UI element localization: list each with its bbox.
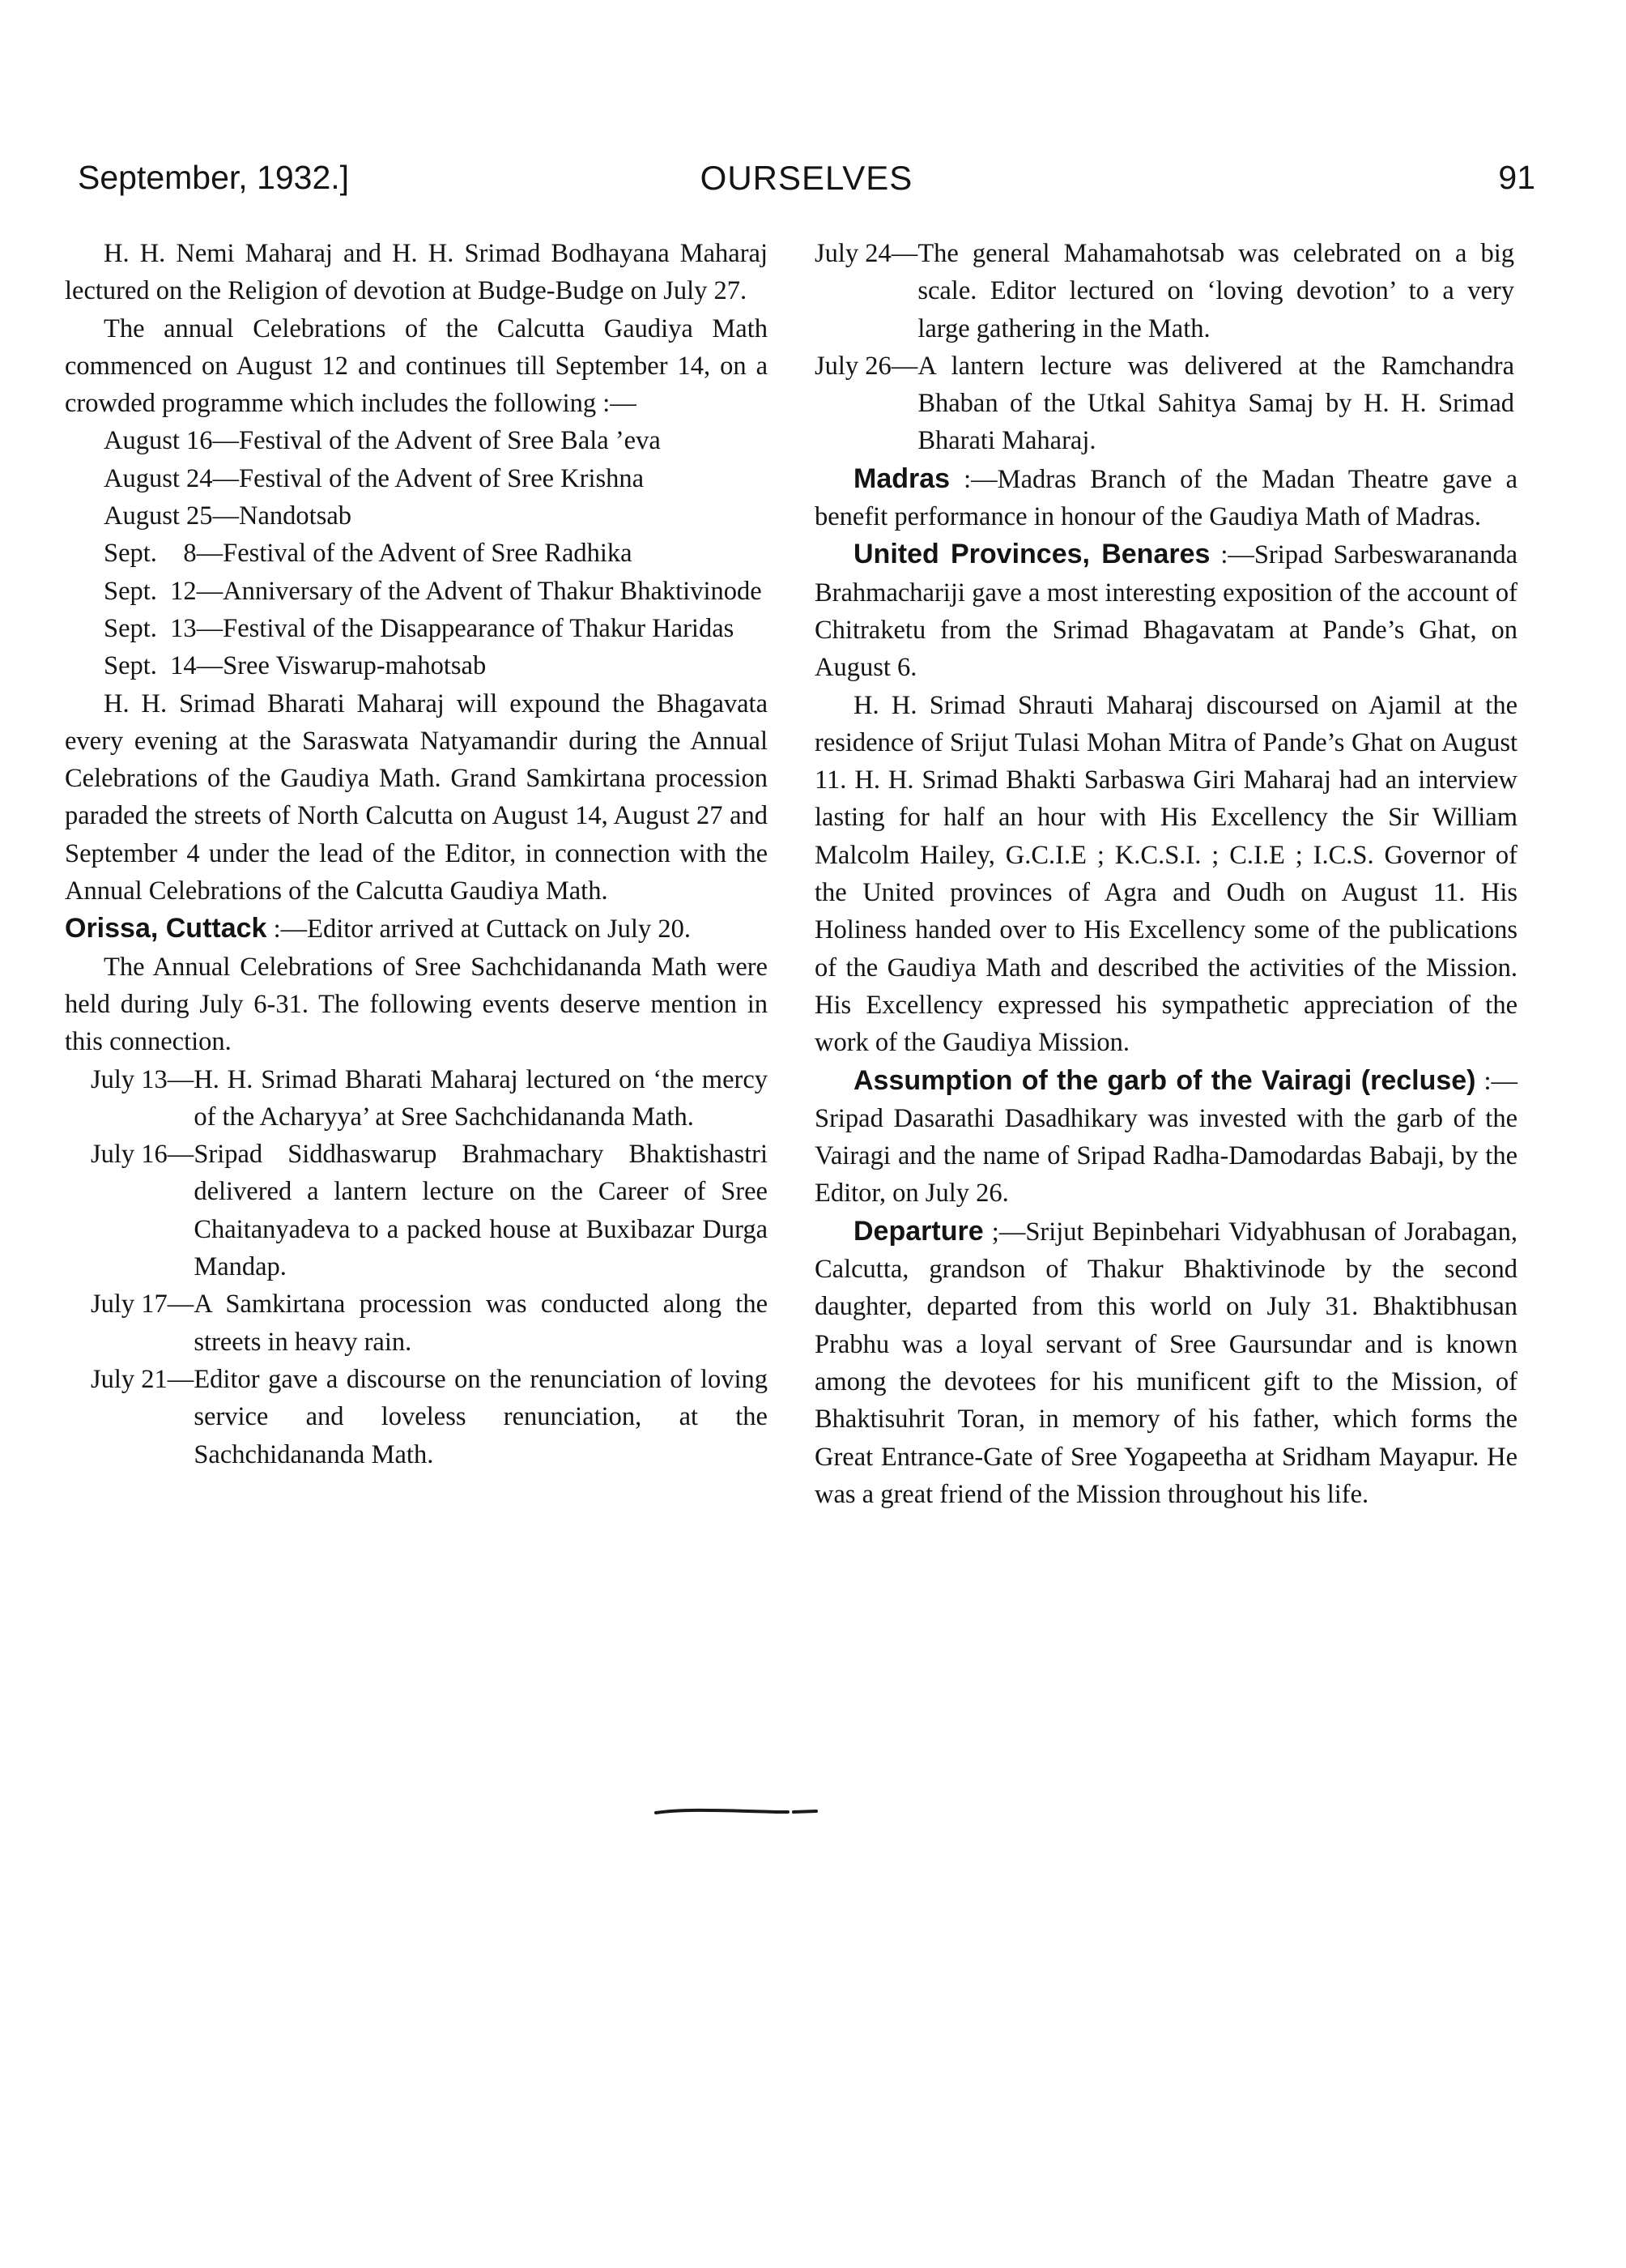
event-text: The general Mahamahotsab was celebrated on a big scale. Editor lectured on ‘loving devotion’ to a very large gathering in the Math.: [917, 239, 1514, 343]
event-date: July 16—: [91, 1140, 194, 1170]
event-date: July 17—: [91, 1290, 194, 1319]
event-text: Sripad Siddhaswarup Brahmachary Bhaktishastri delivered a lantern lecture on the Career of Sree Chaitanyadeva to a packed house at Buxibazar Durga Mandap.: [194, 1140, 768, 1282]
programme-text: Sree Viswarup-mahotsab: [223, 651, 487, 681]
programme-item: [104, 422, 768, 459]
bharati-paragraph: H. H. Srimad Bharati Maharaj will expound the Bhagavata every evening at the Saraswata Natyamandir during the Annual Celebrations of the Gaudiya Math. Grand Samkirtana procession paraded the streets of North Calcutta on August 14, August 27 and September 4 under the lead of the Editor, in connection with the Annual Celebrations of the Calcutta Gaudiya Math.: [65, 688, 768, 906]
right-column: [815, 235, 1517, 1513]
orissa-heading: Orissa, Cuttack: [65, 913, 267, 944]
event-text: A Samkirtana procession was conducted along the streets in heavy rain.: [194, 1290, 768, 1357]
event-date: July 21—: [91, 1364, 194, 1394]
left-column: [65, 235, 768, 1473]
programme-text: Festival of the Advent of Sree Radhika: [223, 539, 632, 569]
programme-date: Sept. 12—: [104, 576, 223, 606]
programme-item: [104, 610, 768, 647]
programme-date: August 25—: [104, 501, 240, 531]
madras-heading: Madras: [853, 463, 951, 494]
madras-text: :—Madras Branch of the Madan Theatre gave a benefit performance in honour of the Gaudiya Math of Madras.: [815, 464, 1517, 532]
section-title: OURSELVES: [700, 159, 913, 197]
programme-item: [104, 460, 768, 497]
end-rule-ornament: [654, 1808, 818, 1816]
madras-paragraph: [815, 460, 1517, 536]
event-date: July 26—: [815, 351, 918, 381]
programme-item: [104, 497, 768, 535]
departure-text: ;—Srijut Bepinbehari Vidyabhusan of Jorabagan, Calcutta, grandson of Thakur Bhaktivinode by the second daughter, departed from this world on July 31. Bhaktibhusan Prabhu was a loyal servant of Sree Gaursundar and is known among the devotees for his munificent gift to the Mission, of Bhaktisuhrit Toran, in memory of his father, which forms the Great Entrance-Gate of Sree Yogapeetha at Sridham Mayapur. He was a great friend of the Mission throughout his life.: [815, 1217, 1517, 1509]
event-text: H. H. Srimad Bharati Maharaj lectured on ‘the mercy of the Acharyya’ at Sree Sachchidananda Math.: [194, 1064, 768, 1132]
programme-date: Sept. 14—: [104, 651, 223, 681]
programme-date: Sept. 13—: [104, 613, 223, 643]
cuttack-event: [815, 235, 1517, 347]
programme-item: [104, 647, 768, 684]
cuttack-paragraph: The Annual Celebrations of Sree Sachchidananda Math were held during July 6-31. The following events deserve mention in this connection.: [65, 952, 768, 1057]
united-provinces-heading: United Provinces, Benares: [853, 539, 1211, 570]
cuttack-event: [91, 1061, 768, 1136]
programme-date: August 16—: [104, 426, 240, 456]
united-provinces-text: :—Sripad Sarbeswarananda Brahmachariji gave a most interesting exposition of the account of Chitraketu from the Srimad Bhagavatam at Pande’s Ghat, on August 6.: [815, 540, 1517, 683]
event-date: July 24—: [815, 239, 918, 268]
united-provinces-paragraph: [815, 535, 1517, 686]
programme-date: August 24—: [104, 463, 240, 493]
page-header: [78, 159, 1535, 207]
event-date: July 13—: [91, 1064, 194, 1094]
orissa-text: :—Editor arrived at Cuttack on July 20.: [266, 914, 691, 944]
cuttack-event: [91, 1285, 768, 1361]
event-text: Editor gave a discourse on the renunciation of loving service and loveless renunciation, at the Sachchidananda Math.: [194, 1364, 768, 1469]
programme-date: Sept. 8—: [104, 539, 223, 569]
orissa-paragraph: [65, 910, 768, 948]
departure-paragraph: [815, 1213, 1517, 1513]
issue-date: September, 1932.]: [78, 159, 350, 196]
cuttack-event: [91, 1136, 768, 1285]
vairagi-paragraph: [815, 1062, 1517, 1213]
vairagi-text: :—Sripad Dasarathi Dasadhikary was invested with the garb of the Vairagi and the name of Sripad Radha-Damodardas Babaji, by the Editor, on July 26.: [815, 1066, 1518, 1209]
cuttack-event: [91, 1361, 768, 1473]
departure-heading: Departure: [853, 1215, 984, 1247]
page-number: 91: [1498, 159, 1535, 196]
programme-text: Festival of the Advent of Sree Krishna: [239, 463, 645, 493]
cuttack-event: [815, 347, 1517, 460]
programme-item: [104, 573, 768, 610]
programme-item: [104, 535, 768, 572]
calcutta-celebrations-paragraph: The annual Celebrations of the Calcutta Gaudiya Math commenced on August 12 and continues till September 14, on a crowded programme which includes the following :—: [65, 313, 768, 419]
programme-text: Festival of the Disappearance of Thakur Haridas: [223, 613, 734, 643]
shrauti-paragraph: H. H. Srimad Shrauti Maharaj discoursed on Ajamil at the residence of Srijut Tulasi Mohan Mitra of Pande’s Ghat on August 11. H. H. Srimad Bhakti Sarbaswa Giri Maharaj had an interview lasting for half an hour with His Excellency the Sir William Malcolm Hailey, G.C.I.E ; K.C.S.I. ; C.I.E ; I.C.S. Governor of the United provinces of Agra and Oudh on August 11. His Holiness handed over to His Excellency some of the publications of the Gaudiya Math and described the activities of the Mission. His Excellency expressed his sympathetic appreciation of the work of the Gaudiya Mission.: [815, 690, 1517, 1058]
programme-text: Nandotsab: [239, 501, 352, 531]
programme-text: Anniversary of the Advent of Thakur Bhaktivinode: [223, 576, 762, 606]
event-text: A lantern lecture was delivered at the Ramchandra Bhaban of the Utkal Sahitya Samaj by H. H. Srimad Bharati Maharaj.: [917, 351, 1514, 456]
programme-text: Festival of the Advent of Sree Bala ’eva: [239, 426, 661, 456]
intro-paragraph: H. H. Nemi Maharaj and H. H. Srimad Bodhayana Maharaj lectured on the Religion of devotion at Budge-Budge on July 27.: [65, 239, 768, 306]
vairagi-heading: Assumption of the garb of the Vairagi (recluse): [853, 1064, 1476, 1096]
